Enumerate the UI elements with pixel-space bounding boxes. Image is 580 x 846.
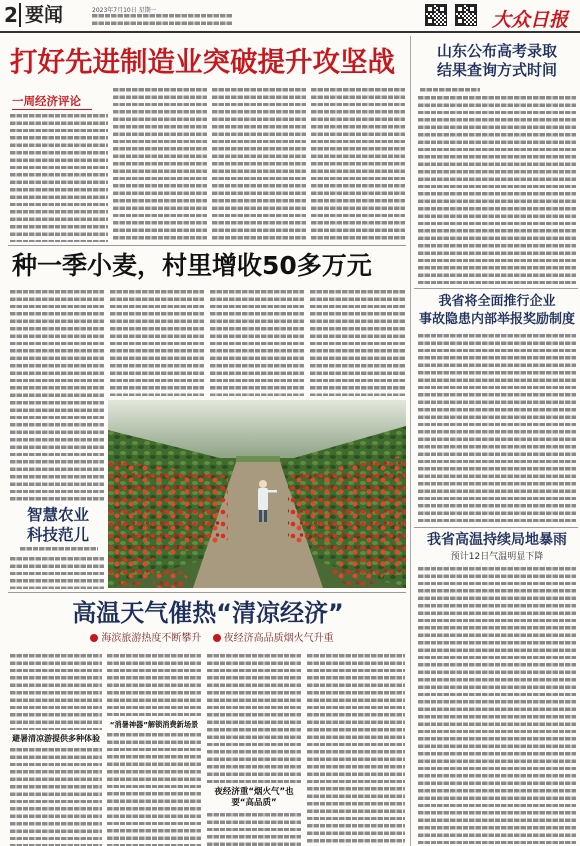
newspaper-logo: 大众日报 — [492, 9, 569, 31]
article-body-text — [10, 748, 102, 846]
headline-line: 结果查询方式时间 — [436, 61, 557, 79]
page-number: 2 — [4, 3, 21, 27]
issue-date: 2023年7月10日 星期一 — [92, 7, 157, 14]
headline-line: 事故隐患内部举报奖励制度 — [418, 312, 575, 327]
wheat-headline: 种一季小麦，村里增收50多万元 — [12, 251, 372, 280]
bullet-icon — [90, 634, 98, 642]
weather-subtitle: 预计12日气温明显下降 — [450, 552, 544, 562]
column-label: 一周经济评论 — [12, 94, 81, 108]
article-body-text — [418, 334, 576, 522]
page-header — [0, 0, 580, 32]
photo-caption-line: 智慧农业 — [26, 506, 89, 524]
story-divider — [414, 527, 578, 528]
qr-finder — [456, 17, 464, 25]
safety-headline — [414, 293, 580, 329]
article-body-text — [418, 96, 576, 284]
article-body-text — [107, 733, 201, 846]
header-rule — [0, 31, 580, 33]
bullet-icon — [213, 634, 221, 642]
main-headline: 打好先进制造业突破提升攻坚战 — [10, 46, 395, 78]
qr-code-icon — [425, 4, 447, 26]
article-body-text — [311, 88, 405, 242]
article-body-text — [307, 654, 405, 846]
headline-line: 山东公布高考录取 — [436, 42, 557, 60]
column-label-rule — [12, 109, 92, 110]
article-body-text — [113, 88, 207, 242]
qr-finder — [426, 5, 434, 13]
qr-code-icon — [455, 4, 477, 26]
qr-finder — [456, 5, 464, 13]
weather-headline: 我省高温持续局地暴雨 — [427, 532, 567, 548]
summer-subheads — [10, 632, 406, 646]
section-head: 避暑清凉游提供多种体验 — [12, 734, 100, 743]
section-head: “消暑神器”解锁消费新场景 — [109, 720, 199, 729]
article-body-text — [10, 114, 108, 242]
article-body-text — [207, 813, 301, 846]
qr-finder — [438, 5, 446, 13]
article-body-text — [107, 654, 201, 716]
qr-finder — [426, 17, 434, 25]
summer-headline: 高温天气催热“清凉经济” — [72, 599, 344, 627]
photo-credit-text — [20, 547, 98, 551]
byline-text — [420, 88, 480, 92]
article-body-text — [210, 290, 304, 396]
article-body-text — [10, 290, 104, 502]
article-body-text — [207, 654, 301, 784]
article-body-text — [10, 654, 102, 730]
gaokao-headline — [416, 42, 578, 80]
article-body-text — [212, 88, 306, 242]
subhead: 夜经济高品质烟火气升重 — [223, 633, 334, 644]
article-body-text — [418, 567, 576, 846]
photo-caption-line: 科技范儿 — [26, 526, 89, 544]
article-body-text — [310, 290, 405, 396]
story-divider — [8, 245, 406, 246]
header-metadata-text — [92, 14, 232, 25]
section-name: 要闻 — [25, 4, 64, 26]
qr-finder — [468, 5, 476, 13]
story-divider — [8, 592, 406, 593]
greenhouse-tomato-photo — [108, 400, 406, 588]
article-body-text — [110, 290, 204, 396]
article-body-text — [10, 557, 104, 589]
headline-line: 我省将全面推行企业 — [438, 294, 556, 309]
column-divider — [410, 36, 411, 846]
subhead: 海滨旅游热度不断攀升 — [101, 633, 202, 644]
photo-caption — [12, 505, 104, 545]
section-head: 夜经济重“烟火气”也要“高品质” — [214, 787, 294, 808]
story-divider — [414, 288, 578, 289]
